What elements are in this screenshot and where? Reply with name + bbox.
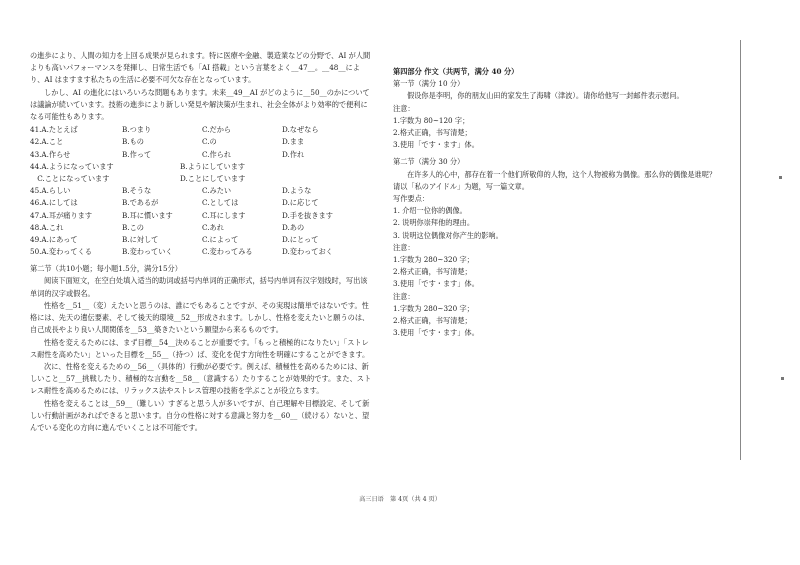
section2-prompt-1: 在许多人的心中，都存在着一个他们所敬仰的人物，这个人物被称为偶像。那么你的偶像是谁呢？ [407, 169, 717, 179]
section2-title-right: 第二节（满分 30 分） [393, 157, 465, 167]
option-row: 41.A.たとえば B.つまり C.だから D.なぜなら [30, 125, 319, 135]
section2-note-item: 3.使用「です・ます」体。 [393, 328, 479, 338]
option-row: 50.A.変わってくる B.変わっていく C.変わってみる D.変わっておく [30, 247, 333, 257]
section2-note-item: 2.格式正确，书写清楚； [393, 316, 472, 326]
binding-line [740, 40, 741, 460]
writing-point: 2. 说明你崇拜他的理由。 [393, 218, 475, 228]
section1-note-item: 3.使用「です・ます」体。 [393, 140, 479, 150]
option-row: C.ことになっています D.ことにしています [30, 173, 246, 183]
reading-paragraph-1: の進歩により、人間の知力を上回る成果が見られます。特に医療や金融、製造業などの分野で、AI が人間よりも高いパフォーマンスを発揮し、日常生活でも「AI 搭載」という言葉をよく__47__。__48__により、AI はますます私たちの生活に必要不可欠な存在となっています。 [30, 51, 371, 85]
options-list [30, 124, 372, 258]
reading-paragraph-6: 性格を変えることは__59__（難しい）すぎると思う人が多いですが、自己理解や目標設定、そして新しい行動計画があればできると思います。自分の性格に対する意識と努力を__60__（続ける）ないと、望んでいる変化の方向に進んでいくことは不可能です。 [30, 398, 370, 432]
option-row: 42.A.こと B.もの C.の D.まま [30, 137, 305, 147]
margin-mark [781, 377, 784, 380]
section2-note-item: 1.字数为 280~320 字； [393, 255, 474, 265]
option-row: 47.A.耳が痛ります B.耳に慣います C.耳にします D.手を抜きます [30, 210, 333, 220]
section2-instructions: 阅读下面短文，在空白处填入适当的助词或括号内单词的正确形式，括号内单词有汉字划线时，写出该单词的汉字或假名。 [30, 276, 368, 298]
right-column [393, 66, 728, 339]
writing-point: 3. 说明这位偶像对你产生的影响。 [393, 230, 503, 240]
reading-paragraph-3: 性格を__51__（変）えたいと思うのは、誰にでもあることですが、その実現は簡単ではないです。性格には、先天の遺伝要素、そして後天的環境__52__形成されます。しかし、性格を変えたいと願うのは、自己成長やより良い人間関係を__53__築きたいという願望から来るものです。 [30, 300, 370, 335]
margin-mark [779, 176, 782, 179]
option-row: 43.A.作らせ B.作って C.作られ D.作れ [30, 149, 305, 159]
reading-paragraph-5: 次に、性格を変えるための__56__（具体的）行動が必要です。例えば、積極性を高めるためには、新しいこと__57__挑戦したり、積極的な言動を__58__（意識する）たりすることが効果的です。また、ストレス耐性を高めるためには、リラックス法やストレス管理の技術を学ぶことが役立ちます。 [30, 361, 372, 396]
section2-note-item: 2.格式正确，书写清楚； [393, 267, 472, 277]
left-column [30, 50, 372, 434]
section2-note-label: 注意： [393, 242, 415, 252]
page-footer: 高三日语 第 4页（共 4 页） [359, 496, 441, 503]
option-row: 48.A.これ B.この C.あれ D.あの [30, 222, 305, 232]
option-row: 46.A.にしては B.であるが C.としては D.に応じて [30, 198, 319, 208]
section1-note-item: 2.格式正确，书写清楚； [393, 128, 472, 138]
section2-note-item: 3.使用「です・ます」体。 [393, 279, 479, 289]
section2-note-label: 注意： [393, 291, 415, 301]
section2-note-item: 1.字数为 280~320 字； [393, 303, 474, 313]
option-row: 49.A.にあって B.に対して C.によって D.にとって [30, 234, 319, 244]
reading-paragraph-2: しかし、AI の進化にはいろいろな問題もあります。未来__49__AI がどのように__50__のかについては議論が続いています。技術の進歩により新しい発見や解決策が生まれ、社会全体がより効率的で便利になる可能性もあります。 [30, 87, 370, 122]
writing-points-label: 写作要点： [393, 194, 429, 204]
section1-note-item: 1.字数为 80~120 字； [393, 115, 470, 125]
section1-prompt: 假设你是李明，你的朋友山田的家发生了海啸（津波）。请你给他写一封邮件表示慰问。 [407, 91, 684, 101]
writing-point: 1. 介绍一位你的偶像。 [393, 206, 467, 216]
option-row: 44.A.ようになっています B.ようにしています [30, 161, 246, 171]
section1-title: 第一节（满分 10 分） [393, 79, 465, 89]
reading-paragraph-4: 性格を変えるためには、まず目標__54__決めることが重要です。「もっと積極的になりたい」「ストレス耐性を高めたい」といった目標を__55__（持つ）ば、変化を促す方向性を明確にすることができます。 [30, 337, 370, 359]
section2-title: 第二节（共10小题；每小题1.5分，满分15分） [30, 264, 182, 274]
option-row: 45.A.らしい B.そうな C.みたい D.ような [30, 186, 312, 196]
section2-prompt-2: 请以「私のアイドル」为题，写一篇文章。 [393, 181, 529, 191]
section1-note-label: 注意： [393, 103, 415, 113]
part4-title: 第四部分 作文（共两节，满分 40 分） [393, 67, 519, 76]
